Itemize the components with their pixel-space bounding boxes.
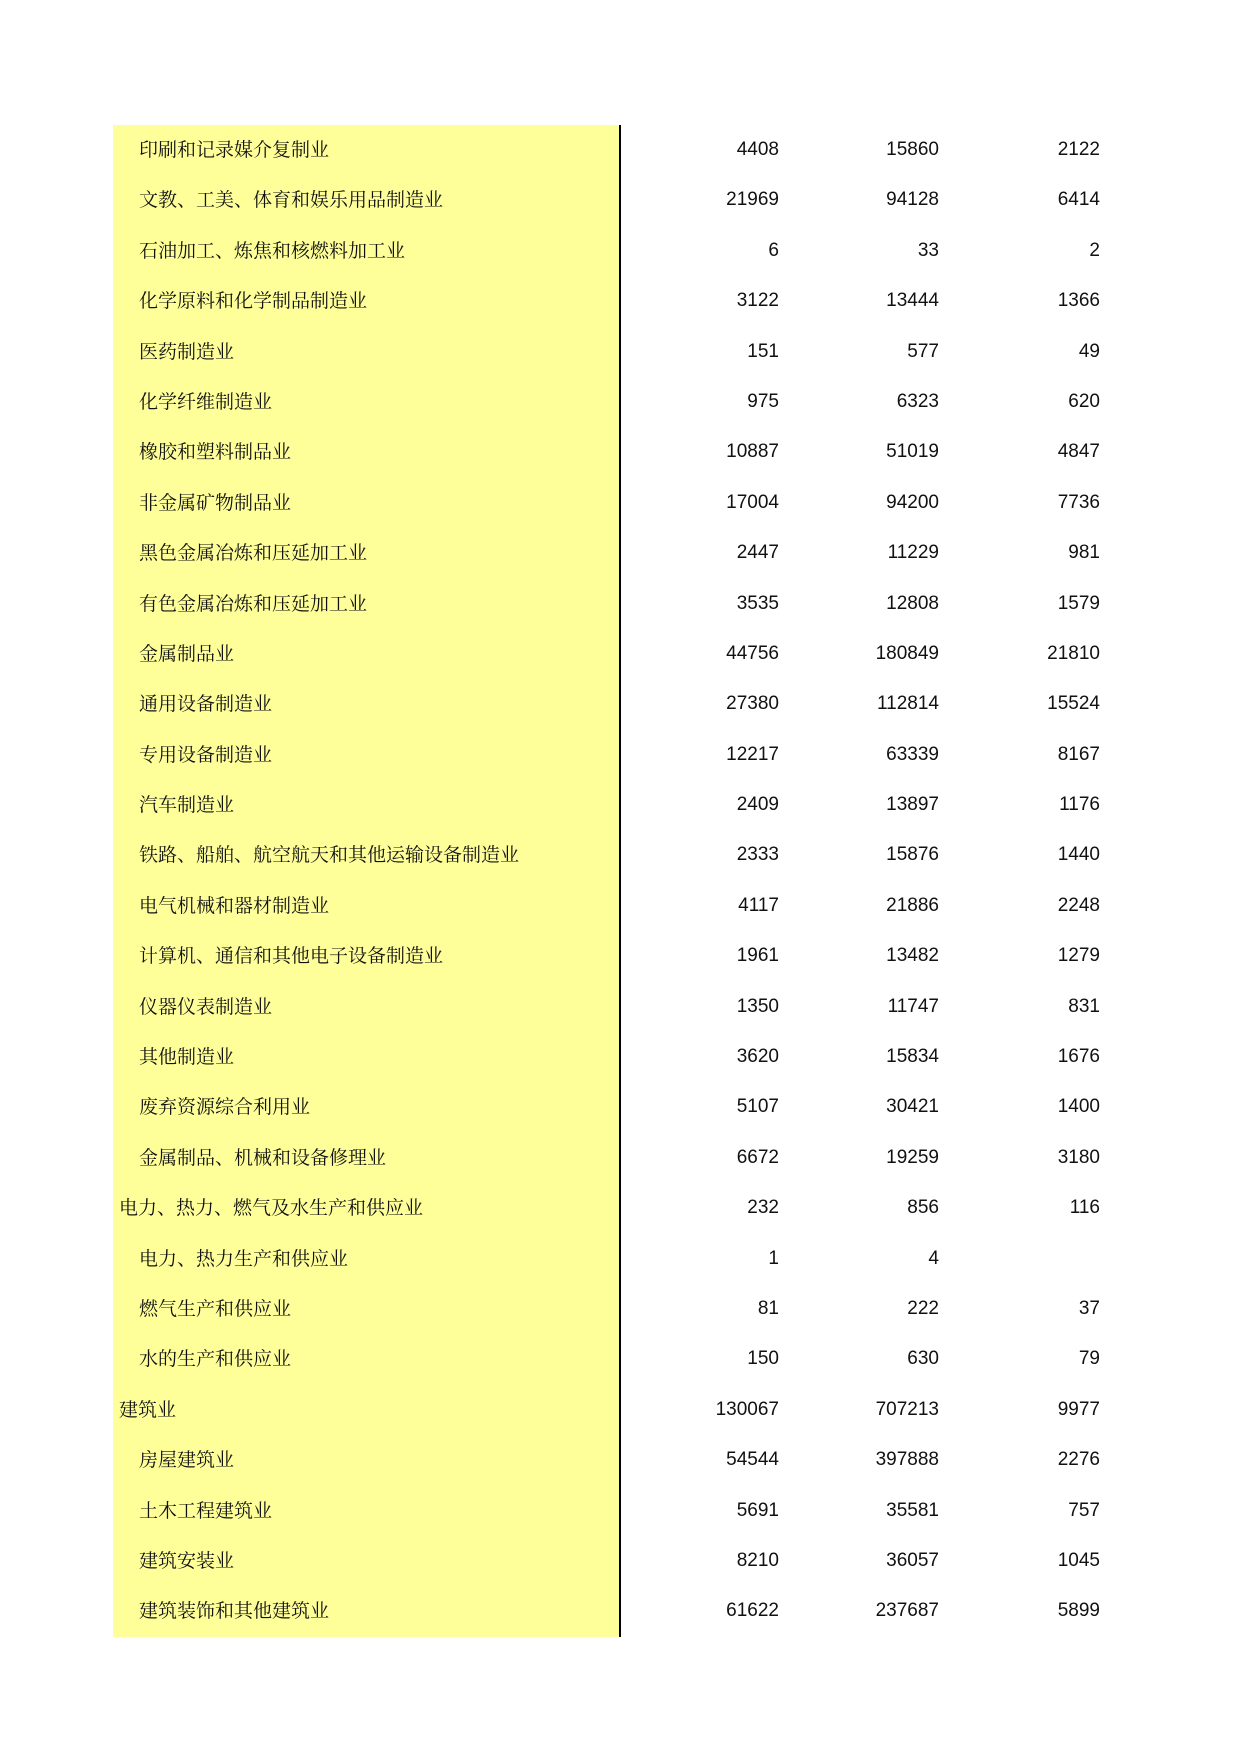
table-row bbox=[113, 881, 1113, 931]
industry-name[interactable]: 废弃资源综合利用业 bbox=[113, 1082, 621, 1132]
value-cell-2[interactable]: 30421 bbox=[886, 1096, 939, 1118]
value-cell-1[interactable]: 130067 bbox=[715, 1398, 779, 1420]
value-cell-1[interactable]: 27380 bbox=[726, 693, 779, 715]
industry-name[interactable]: 文教、工美、体育和娱乐用品制造业 bbox=[113, 175, 621, 225]
value-cell-2[interactable]: 12808 bbox=[886, 592, 939, 614]
industry-name[interactable]: 建筑装饰和其他建筑业 bbox=[113, 1586, 621, 1636]
industry-name[interactable]: 建筑业 bbox=[113, 1385, 621, 1435]
table-row bbox=[113, 579, 1113, 629]
table-row bbox=[113, 1486, 1113, 1536]
value-cell-3[interactable]: 1366 bbox=[1057, 290, 1100, 312]
table-row bbox=[113, 982, 1113, 1032]
table-row bbox=[113, 175, 1113, 225]
value-cell-1[interactable]: 3620 bbox=[736, 1046, 779, 1068]
industry-name[interactable]: 橡胶和塑料制品业 bbox=[113, 427, 621, 477]
value-cell-3[interactable]: 1676 bbox=[1057, 1046, 1100, 1068]
value-cell-1[interactable]: 54544 bbox=[726, 1449, 779, 1471]
value-cell-3[interactable]: 981 bbox=[1068, 542, 1100, 564]
value-cell-3[interactable]: 2 bbox=[1089, 239, 1100, 261]
value-cell-1[interactable]: 2333 bbox=[736, 844, 779, 866]
value-cell-3[interactable]: 2122 bbox=[1057, 139, 1100, 160]
value-cell-3[interactable]: 8167 bbox=[1057, 743, 1100, 765]
value-cell-2[interactable]: 94128 bbox=[886, 189, 939, 211]
industry-name[interactable]: 石油加工、炼焦和核燃料加工业 bbox=[113, 226, 621, 276]
value-cell-1[interactable]: 17004 bbox=[726, 491, 779, 513]
value-cell-1[interactable]: 150 bbox=[747, 1348, 779, 1370]
value-cell-3[interactable]: 831 bbox=[1068, 995, 1100, 1017]
value-cell-2[interactable]: 222 bbox=[907, 1297, 939, 1319]
value-cell-2[interactable]: 856 bbox=[907, 1197, 939, 1219]
table-row bbox=[113, 1183, 1113, 1233]
value-cell-2[interactable]: 4 bbox=[928, 1247, 939, 1269]
value-cell-2[interactable]: 630 bbox=[907, 1348, 939, 1370]
table-row bbox=[113, 629, 1113, 679]
value-cell-3[interactable]: 757 bbox=[1068, 1499, 1100, 1521]
industry-name[interactable]: 汽车制造业 bbox=[113, 780, 621, 830]
table-row bbox=[113, 1284, 1113, 1334]
industry-name[interactable]: 建筑安装业 bbox=[113, 1536, 621, 1586]
value-cell-2[interactable]: 13444 bbox=[886, 290, 939, 312]
value-cell-2[interactable]: 35581 bbox=[886, 1499, 939, 1521]
value-cell-2[interactable]: 707213 bbox=[875, 1398, 939, 1420]
value-cell-1[interactable]: 6 bbox=[768, 239, 779, 261]
value-cell-3[interactable]: 2248 bbox=[1057, 894, 1100, 916]
industry-name[interactable]: 其他制造业 bbox=[113, 1032, 621, 1082]
value-cell-3[interactable]: 116 bbox=[1069, 1197, 1100, 1219]
industry-name[interactable]: 计算机、通信和其他电子设备制造业 bbox=[113, 931, 621, 981]
value-cell-1[interactable]: 2409 bbox=[736, 794, 779, 816]
value-cell-3[interactable]: 49 bbox=[1078, 340, 1100, 362]
value-cell-3[interactable]: 6414 bbox=[1057, 189, 1100, 211]
value-cell-1[interactable]: 4117 bbox=[738, 894, 779, 916]
value-cell-2[interactable]: 180849 bbox=[875, 642, 939, 664]
table-row bbox=[113, 1536, 1113, 1586]
value-cell-3[interactable]: 1579 bbox=[1057, 592, 1100, 614]
value-cell-1[interactable]: 2447 bbox=[736, 542, 779, 564]
value-cell-2[interactable]: 397888 bbox=[875, 1449, 939, 1471]
value-cell-1[interactable]: 81 bbox=[757, 1297, 779, 1319]
table-row bbox=[113, 478, 1113, 528]
table-row bbox=[113, 830, 1113, 880]
value-cell-3[interactable]: 21810 bbox=[1047, 642, 1100, 664]
value-cell-1[interactable]: 1961 bbox=[736, 945, 779, 967]
value-cell-1[interactable]: 8210 bbox=[736, 1549, 779, 1571]
table-row bbox=[113, 427, 1113, 477]
value-cell-3[interactable]: 1279 bbox=[1057, 945, 1100, 967]
value-cell-1[interactable]: 3535 bbox=[736, 592, 779, 614]
value-cell-2[interactable]: 19259 bbox=[886, 1146, 939, 1168]
value-cell-3[interactable]: 37 bbox=[1078, 1297, 1100, 1319]
industry-name[interactable]: 金属制品、机械和设备修理业 bbox=[113, 1133, 621, 1183]
value-cell-3[interactable]: 5899 bbox=[1057, 1600, 1100, 1622]
value-cell-2[interactable]: 11229 bbox=[887, 542, 939, 564]
value-cell-2[interactable]: 63339 bbox=[886, 743, 939, 765]
industry-name[interactable]: 土木工程建筑业 bbox=[113, 1486, 621, 1536]
value-cell-3[interactable]: 4847 bbox=[1057, 441, 1100, 463]
value-cell-2[interactable]: 21886 bbox=[886, 894, 939, 916]
value-cell-2[interactable]: 13482 bbox=[886, 945, 939, 967]
industry-name[interactable]: 水的生产和供应业 bbox=[113, 1334, 621, 1384]
table-row bbox=[113, 528, 1113, 578]
table-row bbox=[113, 931, 1113, 981]
industry-name[interactable]: 化学原料和化学制品制造业 bbox=[113, 276, 621, 326]
value-cell-1[interactable]: 6672 bbox=[736, 1146, 779, 1168]
value-cell-1[interactable]: 44756 bbox=[726, 642, 779, 664]
value-cell-2[interactable]: 15834 bbox=[886, 1046, 939, 1068]
value-cell-1[interactable]: 4408 bbox=[736, 139, 779, 160]
industry-name[interactable]: 电力、热力生产和供应业 bbox=[113, 1234, 621, 1284]
value-cell-3[interactable]: 3180 bbox=[1057, 1146, 1100, 1168]
industry-name[interactable]: 房屋建筑业 bbox=[113, 1435, 621, 1485]
table-row bbox=[113, 1082, 1113, 1132]
table-row bbox=[113, 730, 1113, 780]
value-cell-3[interactable]: 2276 bbox=[1057, 1449, 1100, 1471]
value-cell-1[interactable]: 975 bbox=[747, 390, 779, 412]
industry-name[interactable]: 非金属矿物制品业 bbox=[113, 478, 621, 528]
value-cell-3[interactable]: 620 bbox=[1068, 390, 1100, 412]
value-cell-2[interactable]: 13897 bbox=[886, 794, 939, 816]
industry-name[interactable]: 通用设备制造业 bbox=[113, 679, 621, 729]
value-cell-1[interactable]: 3122 bbox=[736, 290, 779, 312]
table-row bbox=[113, 1334, 1113, 1384]
value-cell-3[interactable]: 15524 bbox=[1047, 693, 1100, 715]
industry-name[interactable]: 金属制品业 bbox=[113, 629, 621, 679]
value-cell-1[interactable]: 21969 bbox=[726, 189, 779, 211]
table-row bbox=[113, 226, 1113, 276]
table-row bbox=[113, 276, 1113, 326]
value-cell-1[interactable]: 1350 bbox=[736, 995, 779, 1017]
table-row bbox=[113, 1586, 1113, 1636]
value-cell-1[interactable]: 10887 bbox=[726, 441, 779, 463]
industry-name[interactable]: 有色金属冶炼和压延加工业 bbox=[113, 579, 621, 629]
industry-name[interactable]: 化学纤维制造业 bbox=[113, 377, 621, 427]
industry-name[interactable]: 印刷和记录媒介复制业 bbox=[113, 125, 621, 175]
industry-name[interactable]: 铁路、船舶、航空航天和其他运输设备制造业 bbox=[113, 830, 621, 880]
value-cell-2[interactable]: 33 bbox=[917, 239, 939, 261]
value-cell-2[interactable]: 15876 bbox=[886, 844, 939, 866]
table-row bbox=[113, 679, 1113, 729]
value-cell-3[interactable]: 1400 bbox=[1057, 1096, 1100, 1118]
industry-name[interactable]: 仪器仪表制造业 bbox=[113, 982, 621, 1032]
value-cell-3[interactable]: 7736 bbox=[1057, 491, 1100, 513]
table-row bbox=[113, 1133, 1113, 1183]
value-cell-2[interactable]: 36057 bbox=[886, 1549, 939, 1571]
value-cell-2[interactable]: 237687 bbox=[875, 1600, 939, 1622]
value-cell-2[interactable]: 94200 bbox=[886, 491, 939, 513]
industry-name[interactable]: 电气机械和器材制造业 bbox=[113, 881, 621, 931]
value-cell-2[interactable]: 6323 bbox=[896, 390, 939, 412]
value-cell-1[interactable]: 232 bbox=[747, 1197, 779, 1219]
value-cell-1[interactable]: 5107 bbox=[736, 1096, 779, 1118]
value-cell-1[interactable]: 61622 bbox=[726, 1600, 779, 1622]
value-cell-3[interactable]: 79 bbox=[1078, 1348, 1100, 1370]
value-cell-2[interactable]: 51019 bbox=[886, 441, 939, 463]
value-cell-2[interactable]: 15860 bbox=[886, 139, 939, 160]
table-row bbox=[113, 1385, 1113, 1435]
industry-name[interactable]: 医药制造业 bbox=[113, 327, 621, 377]
industry-name[interactable]: 电力、热力、燃气及水生产和供应业 bbox=[113, 1183, 621, 1233]
value-cell-3[interactable]: 1045 bbox=[1057, 1549, 1100, 1571]
table-row bbox=[113, 377, 1113, 427]
data-table bbox=[113, 125, 1113, 1637]
value-cell-3[interactable]: 1440 bbox=[1057, 844, 1100, 866]
value-cell-1[interactable]: 1 bbox=[768, 1247, 779, 1269]
table-row bbox=[113, 1234, 1113, 1284]
table-row bbox=[113, 780, 1113, 830]
industry-name[interactable]: 专用设备制造业 bbox=[113, 730, 621, 780]
value-cell-1[interactable]: 5691 bbox=[736, 1499, 779, 1521]
table-row bbox=[113, 327, 1113, 377]
value-cell-3[interactable]: 1176 bbox=[1059, 794, 1100, 816]
value-cell-2[interactable]: 11747 bbox=[887, 995, 939, 1017]
industry-name[interactable]: 燃气生产和供应业 bbox=[113, 1284, 621, 1334]
industry-name[interactable]: 黑色金属冶炼和压延加工业 bbox=[113, 528, 621, 578]
value-cell-3[interactable]: 9977 bbox=[1057, 1398, 1100, 1420]
value-cell-1[interactable]: 151 bbox=[747, 340, 779, 362]
table-row bbox=[113, 125, 1113, 175]
value-cell-1[interactable]: 12217 bbox=[726, 743, 779, 765]
table-row bbox=[113, 1032, 1113, 1082]
value-cell-2[interactable]: 577 bbox=[907, 340, 939, 362]
value-cell-2[interactable]: 112814 bbox=[877, 693, 939, 715]
table-row bbox=[113, 1435, 1113, 1485]
